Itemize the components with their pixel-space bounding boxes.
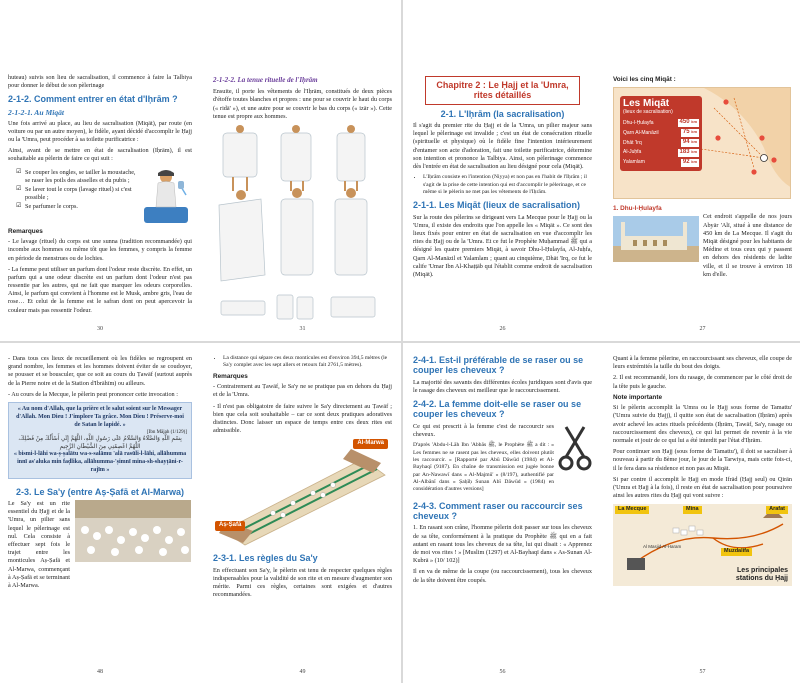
page-31 [205,0,400,340]
heading-comment-raser: 2-4-3. Comment raser ou raccourcir ses cheveux ? [413,500,583,522]
remark: - La femme peut utiliser un parfum dont l'odeur reste discrète. En effet, un parfum qui a une odeur discrète est un parfum dont l'odeur n'est pas ressentie par les autres, qui ne fait que marquer les odeurs corporelles. Ainsi, le parfum qui convient à l'homme est le Musk, ambre gris, l'eau de rose… Et celui de la femme est le safran dont on peut apercevoir la couleur mais pas ressentir l'odeur. [8,265,192,314]
hajj-stations-map [613,504,792,586]
paragraph: Si par contre il accomplit le Ḥajj en mode Ifrād (Ḥajj seul) ou Qirān ('Umra et Ḥajj à la fois), il reste en état de sacralisation pour poursuivre ainsi les autres rites du Ḥajj qui vont suivre : [613,475,792,500]
paragraph: Ce qui est prescrit à la femme c'est de raccourcir ses cheveux. [413,422,554,438]
bullet-list [223,355,392,370]
page-49 [205,345,400,683]
page-27 [605,0,800,340]
hadith-paragraph: D'après 'Abdu-l-Lāh Ibn 'Abbās ﷺ, le Prophète ﷺ a dit : « Les femmes ne se rasent pas les cheveux, elles doivent plutôt les raccourcir. » [Rapporté par Abū Dāwūd (1984) et Al-Bayhaqī (9187). En chaîne de transmission est jugée bonne par An-Nawawī dans « Al-Majmū' » (8/197), authentifié par Al-Albānī dans « Ṣaḥīḥ Sunan Abī Dāwūd » (1984) en considération d'autres versions] [413,442,554,493]
paragraph: Il s'agit du premier rite du Ḥajj et de la 'Umra, un pilier majeur sans lequel le pèlerinage est invalide ; c'est un état de consécration rituelle (spirituelle et physique) où le fidèle fine l'intention intérieurement d'entamer son acte d'adoration, fait une toilette purificatrice, détermine son intention et prononce la Talbiya. Ainsi, son pèlerinage commence dès l'entrée en état de sacralisation au lieu désigné pour cela (Miqāt). [413,122,592,170]
distance-unit: km [691,119,697,125]
page-number: 56 [499,669,506,676]
horizontal-divider [0,341,800,343]
page-number: 31 [299,326,306,333]
heading-au-miqat: 2-1-2-1. Au Miqāt [8,107,65,117]
map-title: Les Miqāt [623,98,670,110]
paragraph: Pour continuer son Ḥajj (sous forme de Tamattu'), il doit se sacraliser à nouveau à partir du 8ème jour, le jour de la Tarwiya, mais cette fois-ci, il le fera dans sa résidence et non pas au Miqāt. [613,448,792,472]
sa-y-illustration [213,439,392,549]
paragraph: Le Sa'y est un rite essentiel du Ḥajj et de la 'Umra, un pilier sans lequel le pèlerinage est nul. Cela consiste à effectuer sept fois le trajet entre les monticules Aṣ-Ṣafā et Al-Marwa, commençant à Aṣ-Ṣafā et se terminant à Al-Marwa. [8,500,70,589]
paragraph: Sur la route des pèlerins se dirigeant vers La Mecque pour le Ḥajj ou la 'Umra, il existe des endroits que l'on appelle les « Miqāt ». Ce sont des lieux fixés pour entrer en état de sacralisation en vue d'accomplir les rites du Ḥajj ou de la 'Umra. Et ce fut le Prophète Muḥammad ﷺ qui a désigné les quatre premiers Miqāt, à savoir Dhu-l-Ḥulayfa, Al-Juḥfa, Qarn Al-Manāzil et Yalamlam ; quant au cinquième, Dhāt 'Irq, ce fut le calife 'Umar Ibn Al-Khaṭṭāb qui l'établit comme endroit de sacralisation (Miqāt). [413,213,592,278]
page-number: 49 [299,669,306,676]
distance-unit: km [691,128,697,134]
heading-miqat: 2-1-1. Les Miqāt (lieux de sacralisation) [413,200,581,211]
heading-dhu-l-hulayfa: 1. Dhu-l-Ḥulayfa [613,205,662,213]
station-label: Al Masjid Al-Haram [643,544,682,550]
paragraph: Ainsi, avant de se mettre en état de sacralisation (Iḥrām), il est souhaitable au pèlerin de faire ce qui suit : [8,147,192,163]
paragraph: - Au cours de la Mecque, le pèlerin peut prononcer cette invocation : [8,390,178,398]
map-row [623,119,699,127]
miqat-distance: 183 [679,148,690,155]
washing-man-illustration [140,167,192,225]
chapter-title: Chapitre 2 : Le Ḥajj et la 'Umra, rites détaillés [425,76,580,105]
sa-y-crowd-photo [75,500,191,562]
sa-y-path-drawing [213,439,392,549]
checklist-item: ☑ Se parfumer le corps. [16,203,136,211]
distance-unit: km [691,138,697,144]
miqat-table [620,96,702,170]
scissors-icon [558,423,592,473]
heading-raser-ou-couper: 2-4-1. Est-il préférable de se raser ou se couper les cheveux ? [413,355,584,376]
remarks-title: Remarques [8,227,43,235]
miqat-name: Dhu-l-Ḥulayfa [623,119,654,126]
miqat-distance: 75 [682,128,690,135]
miqat-distance: 450 [679,119,690,126]
map-subtitle: (lieux de sacralisation) [623,109,673,116]
paragraph: Cet endroit s'appelle de nos jours Abyār 'Alī, situé à une distance de 450 km de La Mecque. Il s'agit du Miqāt désigné pour les habitants de Médine et tous ceux qui y passent en dehors des résidents de ladite ville, et il se trouve à environ 18 km d'elle. [703,213,792,278]
heading-femme: 2-4-2. La femme doit-elle se raser ou se couper les cheveux ? [413,399,582,420]
station-label: Mina [683,506,702,513]
station-label: Muzdalifa [721,548,752,555]
map-row [623,159,699,167]
remark: - Il n'est pas obligatoire de faire suivre le Sa'y directement au Ṭawāf ; bien que cela soit souhaitable – car ce sont deux pratiques adoratives distinctes. Donc laisser un espace de temps entre ces deux rites est admissible. [213,402,392,435]
map-row [623,149,699,157]
miqat-distance: 92 [682,158,690,165]
heading-ihram: 2-1. L'Iḥrām (la sacralisation) [440,108,565,119]
page-30 [0,0,200,340]
mosque-photo [613,216,699,262]
page-48 [0,345,200,683]
map-row [623,129,699,137]
invocation-source: [Ibn Mājah (1/129)] [147,429,187,435]
ihram-garments-illustration [213,125,392,330]
vertical-divider [401,0,403,683]
page-56 [405,345,600,683]
checklist-item: ☑ Se couper les ongles, se tailler la moustache, se raser les poils des aisselles et du pubis ; [16,169,136,185]
invocation-arabic: بِسْمِ اللَّهِ وَالصَّلَاةُ وَالسَّلَامُ عَلَى رَسُولِ اللَّهِ، اللَّهُمَّ إِنِّي أَسْأَلُكَ مِنْ فَضْلِكَ، اللَّهُمَّ اعْصِمْنِي مِنَ الشَّيْطَانِ الرَّجِيمِ [18,436,182,450]
remarks-title: Remarques [213,372,248,380]
paragraph: - Dans tous ces lieux de recueillement où les fidèles se regroupent en grand nombre, les femmes et les hommes doivent éviter de se coudoyer, se pousser et se bousculer, que ce soit au cours du Ṭawāf (surtout auprès de la Pierre noire et de la Station d'Ibrāhīm) ou ailleurs. [8,355,192,387]
figure-caption: Voici les cinq Miqāt : [613,76,676,83]
page-number: 26 [499,326,506,333]
map-title: Les principales stations du Ḥajj [735,566,788,582]
page-26 [405,0,600,340]
map-row [623,139,699,147]
checklist-item: ☑ Se laver tout le corps (lavage rituel) si c'est possible ; [16,186,136,202]
label-al-marwa: Al-Marwa [353,439,388,449]
paragraph: Quant à la femme pèlerine, en raccourcissant ses cheveux, elle coupe de leurs extrémités la taille du bout des doigts. [613,355,792,371]
bullet-item: • La distance qui sépare ces deux monticules est d'environ 394,5 mètres (le Sa'y complet avec les sept allers et retours fait 2761,5 mètres). [223,355,392,370]
page-number: 30 [97,326,103,333]
miqat-name: Dhāt 'Irq [623,139,642,146]
note-title: Note importante [613,393,662,401]
intro-text: huteau) suivis son lieu de sacralisation, il commence à faire la Talbiya pour donner le début de son pèlerinage [8,74,192,90]
paragraph: Si le pèlerin accomplit la 'Umra ou le Ḥajj sous forme de Tamattu' ('Umra suivie du Ḥajj), il quitte son état de sacralisation (Iḥrām) après avoir achevé les actes rituels précédents (Iḥrām, Ṭawāf, Sa'y, rasage ou raccourcissement des cheveux), ce qui lui permet de revenir à la vie normale et jouir de ce qui lui a été interdit par l'état d'Iḥrām. [613,404,792,444]
miqat-distance: 94 [682,138,690,145]
bullet-list [423,174,592,196]
station-label: Arafat [766,506,788,513]
heading-enter-ihram: 2-1-2. Comment entrer en état d'Iḥrām ? [8,94,178,105]
invocation-french: « Au nom d'Allah, que la prière et le salut soient sur le Messager d'Allah. Mon Dieu ! J'implore Ta grâce. Mon Dieu ! Préserve-moi de Satan le lapidé. » [16,405,184,428]
label-as-safa: Aṣ-Ṣafā [215,521,245,531]
heading-sa-y: 2-3. Le Sa'y (entre Aṣ-Ṣafā et Al-Marwa) [15,486,185,497]
heading-tenue-rituelle: 2-1-2-2. La tenue rituelle de l'Iḥrām [213,76,318,84]
miqat-map [613,87,791,199]
paragraph: 1. En rasant son crâne, l'homme pèlerin doit passer sur tous les cheveux de sa tête, conformément à la pratique du Prophète ﷺ qui en a fait autant en rasant tous les cheveux de sa tête, lui qui disait : « Apprenez de moi vos rites ! » [Muslim (1297) et Al-Bayhaqī dans « As-Sunan Al-Kubrā » (10/ 102)] [413,524,592,565]
remark: - Le lavage (rituel) du corps est une sunna (tradition recommandée) qui incombe aux hommes ou même tôt que les femmes, y compris la femme en période de menstrues ou de lochies. [8,238,192,262]
page-number: 48 [97,669,103,676]
miqat-name: Qarn Al-Manāzil [623,129,659,136]
heading-regles-sa-y: 2-3-1. Les règles du Sa'y [213,553,318,564]
checklist [16,169,136,222]
distance-unit: km [691,148,697,154]
page-57 [605,345,800,683]
paragraph: Ensuite, il porte les vêtements de l'Iḥrām, constitués de deux pièces d'étoffe toutes blanches et propres : une pour se couvrir le haut du corps (« ridā' »), et une autre pour se couvrir le bas du corps (« izār »). Cette tenue est propre aux hommes. [213,88,392,120]
remark: - Contrairement au Ṭawāf, le Sa'y ne se pratique pas en dehors du Ḥajj et de la 'Umra. [213,383,392,399]
invocation-box [8,402,192,479]
distance-unit: km [691,158,697,164]
paragraph: Une fois arrivé au place, au lieu de sacralisation (Miqāt), par route (en voiture ou par un autre moyen), le fidèle, ayant décidé d'accomplir le Ḥajj ou la 'Umra, peut procéder à sa toilette purificatrice : [8,119,192,144]
station-label: La Mecque [615,506,649,513]
paragraph: En effectuant son Sa'y, le pèlerin est tenu de respecter quelques règles indispensables pour la validité de son rite et en mesure d'augmenter son mérite. Parmi ces règles, certaines sont exigées et d'autres recommandées. [213,566,392,599]
miqat-name: Al-Juḥfa [623,149,642,156]
page-number: 57 [699,669,706,676]
bullet-item: • L'Iḥrām consiste en l'intention (Niyya) et non pas en l'habit de l'Iḥrām ; il s'agit de la prise de cette intention qui est d'accomplir le pèlerinage, et ce même si le pèlerin ne met pas les vêtements de l'Iḥrām. [423,174,592,196]
miqat-name: Yalamlam [623,159,645,166]
paragraph: 2. Il est recommandé, lors du rasage, de commencer par le côté droit de la tête puis le gauche. [613,374,792,390]
paragraph: Il en va de même de la coupe (ou raccourcissement), tous les cheveux de la tête doivent être coupés. [413,568,592,584]
page-number: 27 [699,326,706,333]
invocation-transliteration: « bismi-l-lāhi wa-ṣ-ṣalātu wa-s-salāmu 'alā rasūli-l-lāhi, allāhumma innī as'aluka min faḍlika, allāhumma-'ṣimnī mina-sh-shayṭāni-r-rajīm » [13,451,187,473]
paragraph: La majorité des savants des différentes écoles juridiques sont d'avis que le rasage des cheveux est meilleur que le raccourcissement. [413,378,592,394]
